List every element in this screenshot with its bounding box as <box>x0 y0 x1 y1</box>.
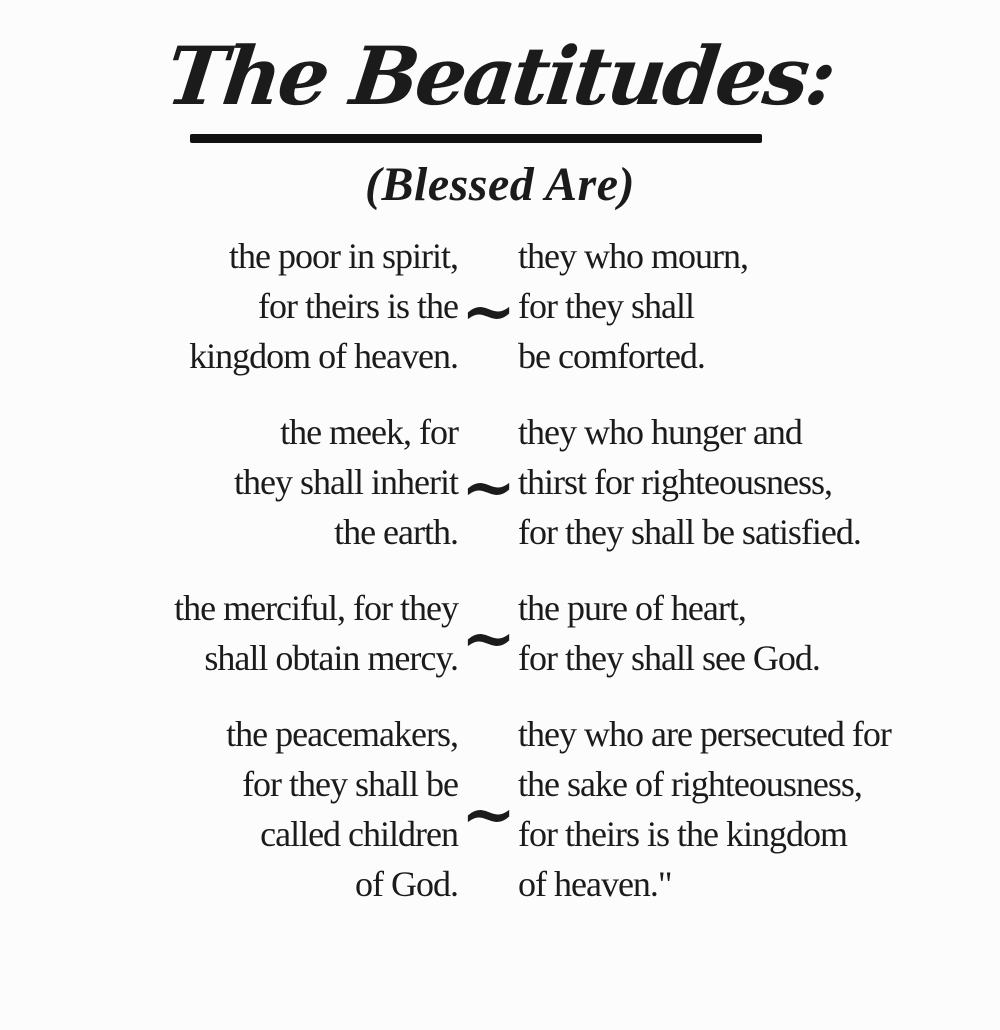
text-line: of heaven." <box>518 864 672 904</box>
beatitude-right-text <box>518 231 1000 381</box>
beatitude-row <box>0 231 1000 381</box>
text-line: the poor in spirit, <box>229 236 458 276</box>
beatitude-row <box>0 583 1000 683</box>
beatitude-right-text <box>518 583 1000 683</box>
text-line: they shall inherit <box>234 462 458 502</box>
text-line: shall obtain mercy. <box>204 638 458 678</box>
text-line: they who hunger and <box>518 412 802 452</box>
text-line: of God. <box>355 864 458 904</box>
beatitude-right-text <box>518 407 1000 557</box>
text-line: the pure of heart, <box>518 588 746 628</box>
beatitudes-poster <box>0 30 1000 1030</box>
beatitudes-list <box>0 231 1000 909</box>
text-line: be comforted. <box>518 336 705 376</box>
beatitude-left-text <box>0 583 458 683</box>
text-line: called children <box>260 814 458 854</box>
tilde-separator: ~ <box>460 272 516 350</box>
beatitude-left-text <box>0 709 458 909</box>
text-line: they who mourn, <box>518 236 748 276</box>
text-line: for they shall be <box>242 764 458 804</box>
divider-rule <box>190 134 762 143</box>
text-line: for they shall see God. <box>518 638 820 678</box>
tilde-separator: ~ <box>460 448 516 526</box>
text-line: thirst for righteousness, <box>518 462 832 502</box>
text-line: for they shall <box>518 286 694 326</box>
text-line: kingdom of heaven. <box>189 336 458 376</box>
text-line: they who are persecuted for <box>518 714 891 754</box>
text-line: the peacemakers, <box>226 714 458 754</box>
beatitude-right-text <box>518 709 1000 909</box>
beatitude-left-text <box>0 231 458 381</box>
beatitude-row <box>0 709 1000 909</box>
text-line: for they shall be satisfied. <box>518 512 861 552</box>
tilde-separator: ~ <box>460 775 516 853</box>
text-line: the merciful, for they <box>174 588 458 628</box>
text-line: for theirs is the <box>258 286 458 326</box>
text-line: the earth. <box>334 512 458 552</box>
beatitude-left-text <box>0 407 458 557</box>
text-line: the sake of righteousness, <box>518 764 862 804</box>
tilde-separator: ~ <box>460 599 516 677</box>
text-line: for theirs is the kingdom <box>518 814 847 854</box>
beatitude-row <box>0 407 1000 557</box>
text-line: the meek, for <box>280 412 458 452</box>
poster-subtitle: (Blessed Are) <box>364 158 635 211</box>
poster-title: The Beatitudes: <box>161 29 839 123</box>
poster-canvas <box>0 30 1000 1030</box>
